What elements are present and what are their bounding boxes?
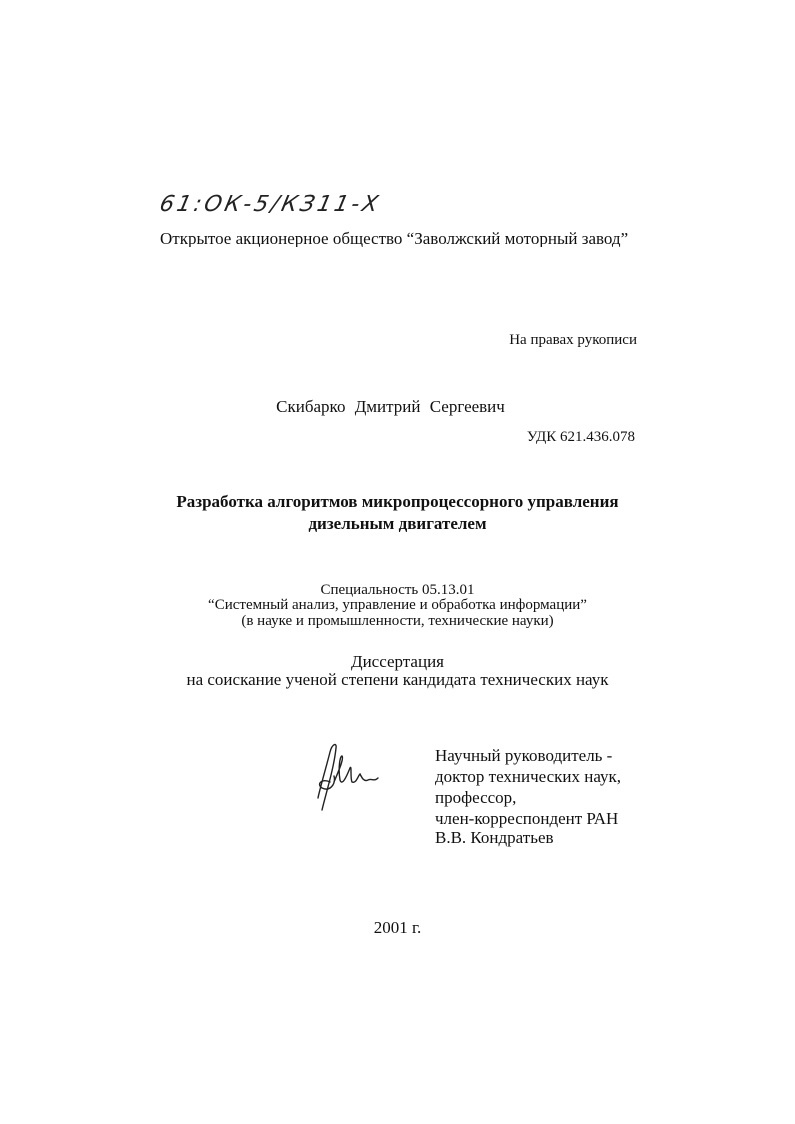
- organization-name: Открытое акционерное общество “Заволжский моторный завод”: [160, 230, 629, 247]
- degree-sought: на соискание ученой степени кандидата технических наук: [186, 670, 609, 689]
- thesis-title-line-2: дизельным двигателем: [308, 514, 487, 533]
- specialty-code: Специальность 05.13.01: [320, 582, 475, 598]
- specialty-name: “Системный анализ, управление и обработка информации”: [208, 597, 587, 613]
- supervisor-role: Научный руководитель -: [435, 746, 613, 765]
- supervisor-name: В.В. Кондратьев: [435, 828, 554, 847]
- signature-image: [312, 738, 382, 818]
- document-type: Диссертация: [350, 652, 444, 671]
- supervisor-title: профессор,: [435, 788, 517, 807]
- specialty-scope: (в науке и промышленности, технические науки): [241, 613, 554, 629]
- supervisor-academy: член-корреспондент РАН: [435, 809, 619, 828]
- publication-year: 2001 г.: [373, 918, 422, 937]
- manuscript-rights-note: На правах рукописи: [509, 332, 637, 348]
- supervisor-degree: доктор технических наук,: [435, 767, 622, 786]
- author-name-text: Скибарко Дмитрий Сергеевич: [276, 397, 505, 416]
- udk-code: УДК 621.436.078: [526, 429, 635, 445]
- thesis-title-line-1: Разработка алгоритмов микропроцессорного управления: [176, 492, 619, 511]
- handwritten-archive-code: 61:ОК-5/КЗ11-Х: [157, 192, 384, 217]
- author-name: [0, 398, 795, 415]
